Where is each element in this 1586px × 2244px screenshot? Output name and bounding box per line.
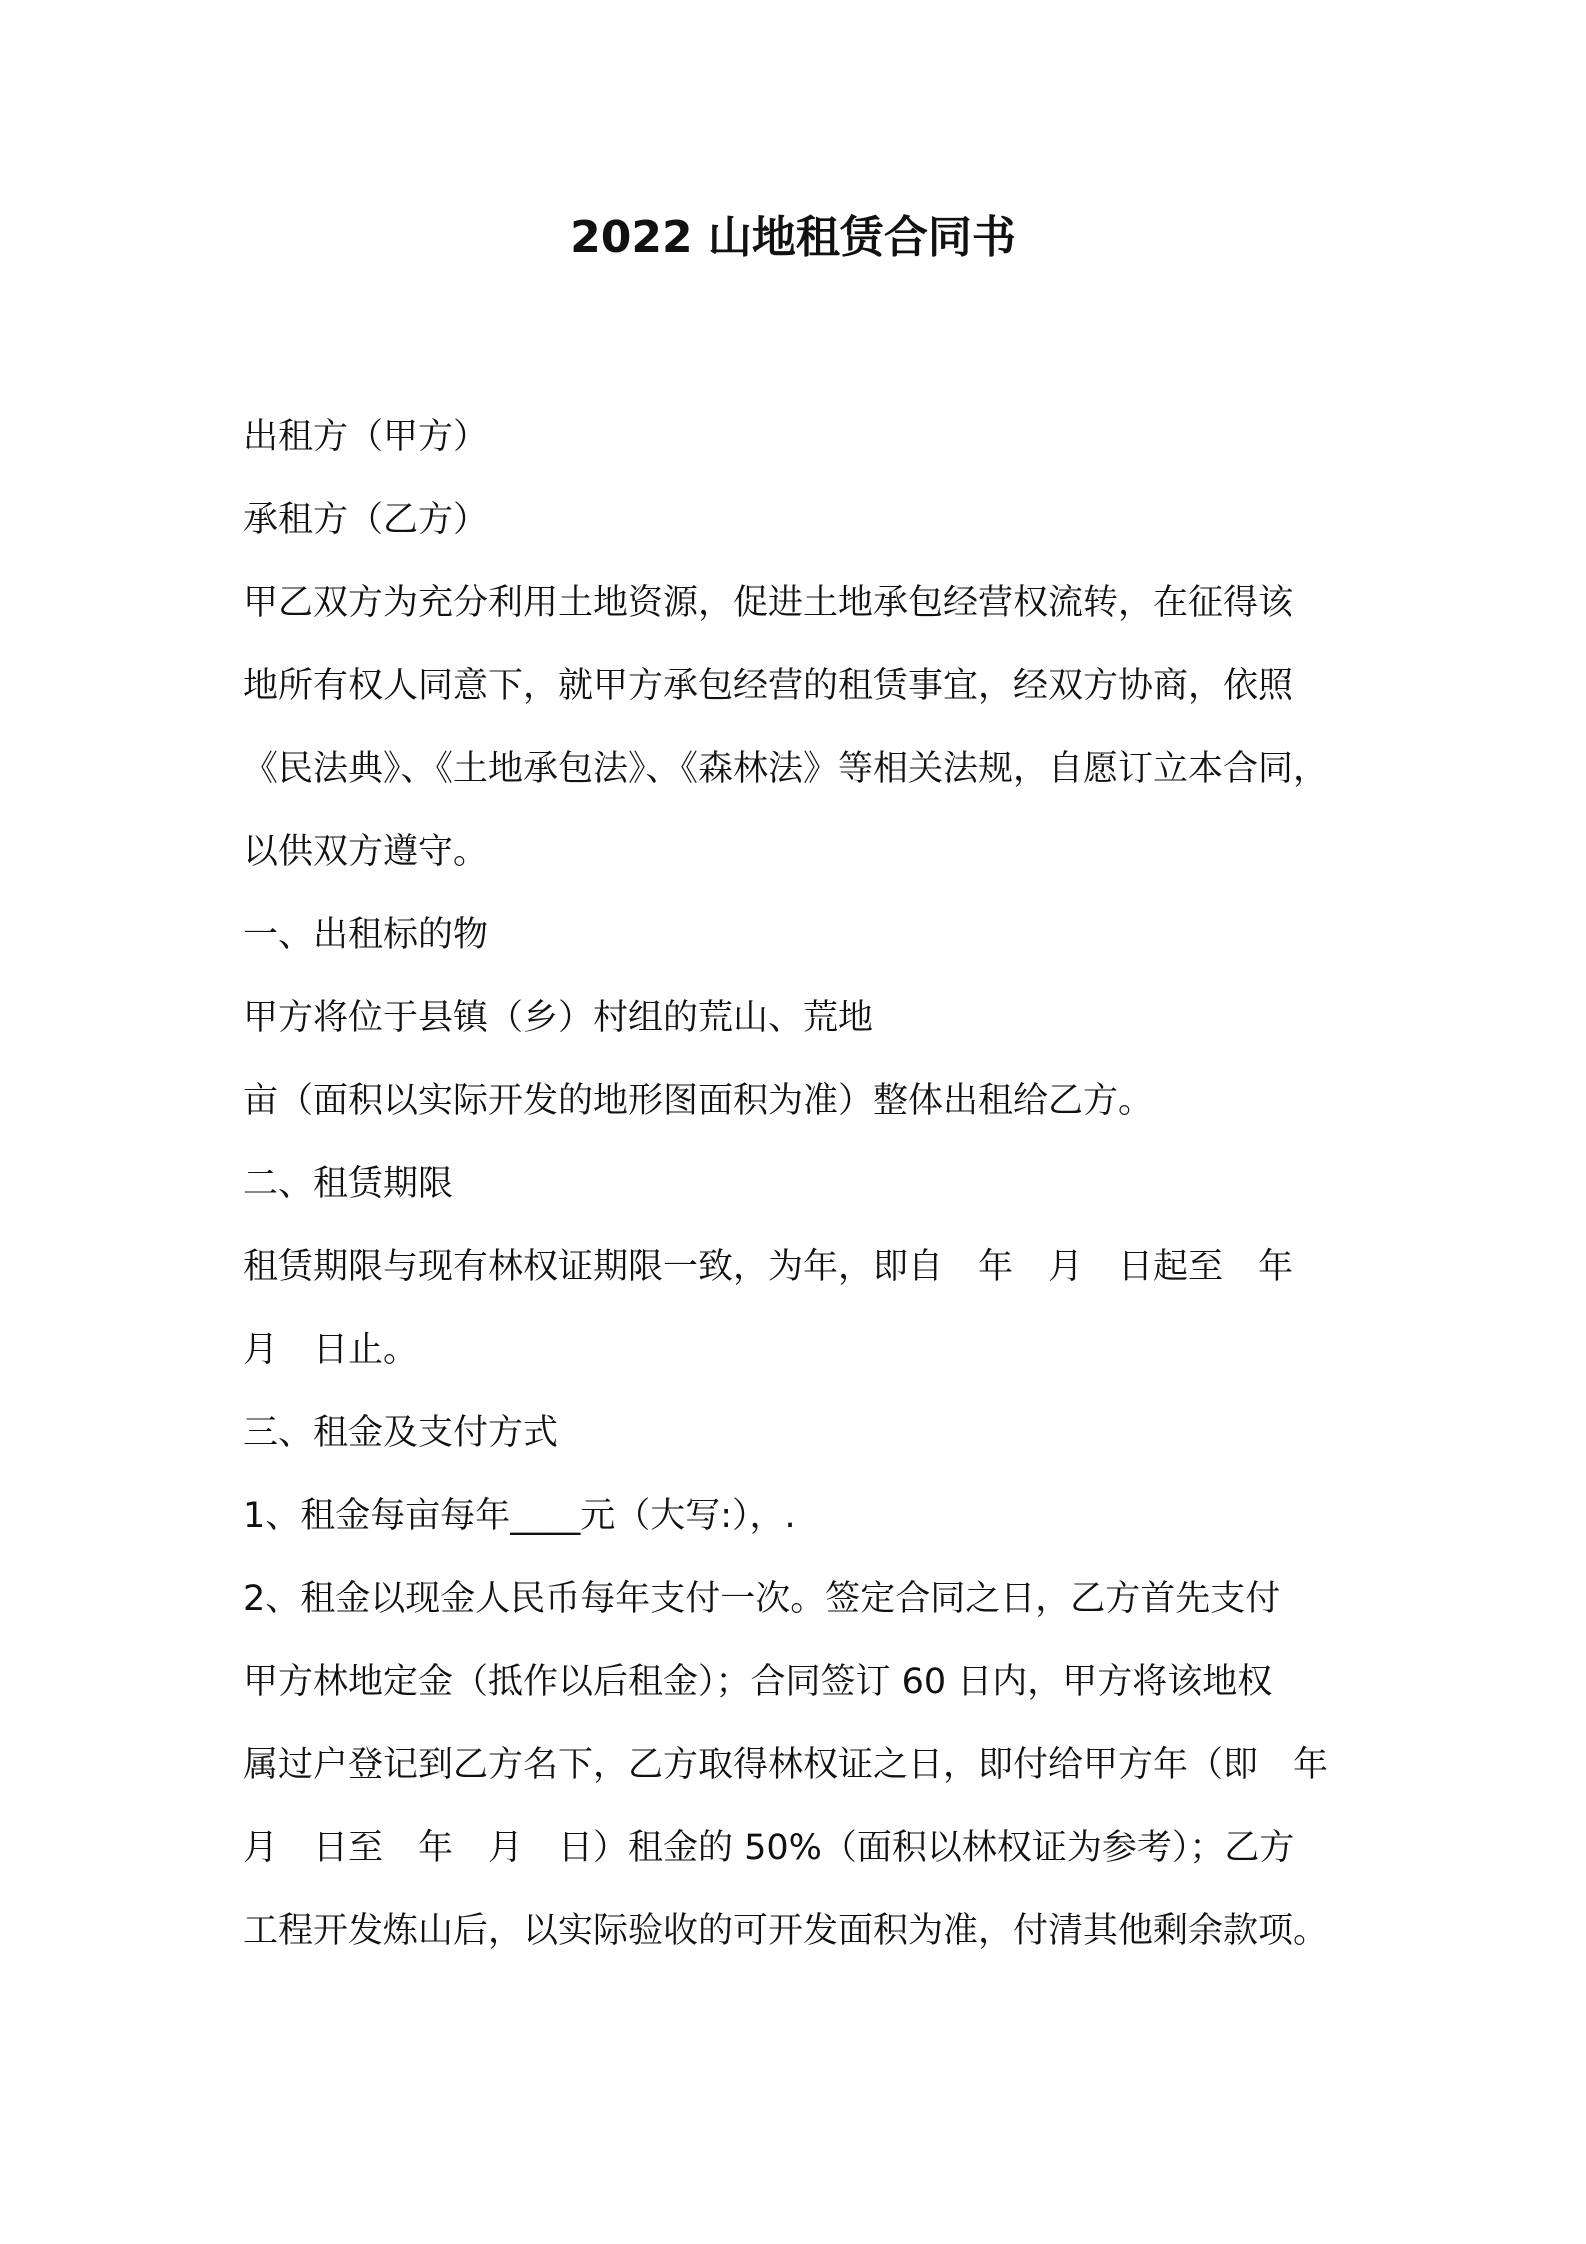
section-1-line-2: 亩（面积以实际开发的地形图面积为准）整体出租给乙方。: [243, 1081, 1154, 1121]
section-3-item-1: 1、租金每亩每年____元（大写:），.: [243, 1496, 796, 1536]
preamble-line-3: 《民法典》、《土地承包法》、《森林法》等相关法规，自愿订立本合同，: [243, 749, 1329, 789]
section-heading-3: 三、租金及支付方式: [243, 1413, 559, 1453]
lessee-line: 承租方（乙方）: [243, 500, 489, 540]
section-heading-1: 一、出租标的物: [243, 915, 489, 955]
preamble-line-1: 甲乙双方为充分利用土地资源，促进土地承包经营权流转，在征得该: [243, 583, 1294, 623]
section-3-item-2-line-4: 月 日至 年 月 日）租金的 50%（面积以林权证为参考）；乙方: [243, 1828, 1295, 1868]
section-3-item-2-line-5: 工程开发炼山后，以实际验收的可开发面积为准，付清其他剩余款项。: [243, 1911, 1329, 1951]
section-1-line-1: 甲方将位于县镇（乡）村组的荒山、荒地: [243, 998, 874, 1038]
section-2-line-1: 租赁期限与现有林权证期限一致，为年，即自 年 月 日起至 年: [243, 1247, 1294, 1287]
section-3-item-2-line-3: 属过户登记到乙方名下，乙方取得林权证之日，即付给甲方年（即 年: [243, 1745, 1329, 1785]
section-3-item-2-line-2: 甲方林地定金（抵作以后租金）；合同签订 60 日内，甲方将该地权: [243, 1662, 1273, 1702]
section-heading-2: 二、租赁期限: [243, 1164, 454, 1204]
section-3-item-2-line-1: 2、租金以现金人民币每年支付一次。签定合同之日，乙方首先支付: [243, 1579, 1281, 1619]
lessor-line: 出租方（甲方）: [243, 417, 489, 457]
document-title: 2022 山地租赁合同书: [570, 212, 1016, 263]
section-2-line-2: 月 日止。: [243, 1330, 419, 1370]
preamble-line-2: 地所有权人同意下，就甲方承包经营的租赁事宜，经双方协商，依照: [243, 666, 1294, 706]
preamble-line-4: 以供双方遵守。: [243, 832, 489, 872]
